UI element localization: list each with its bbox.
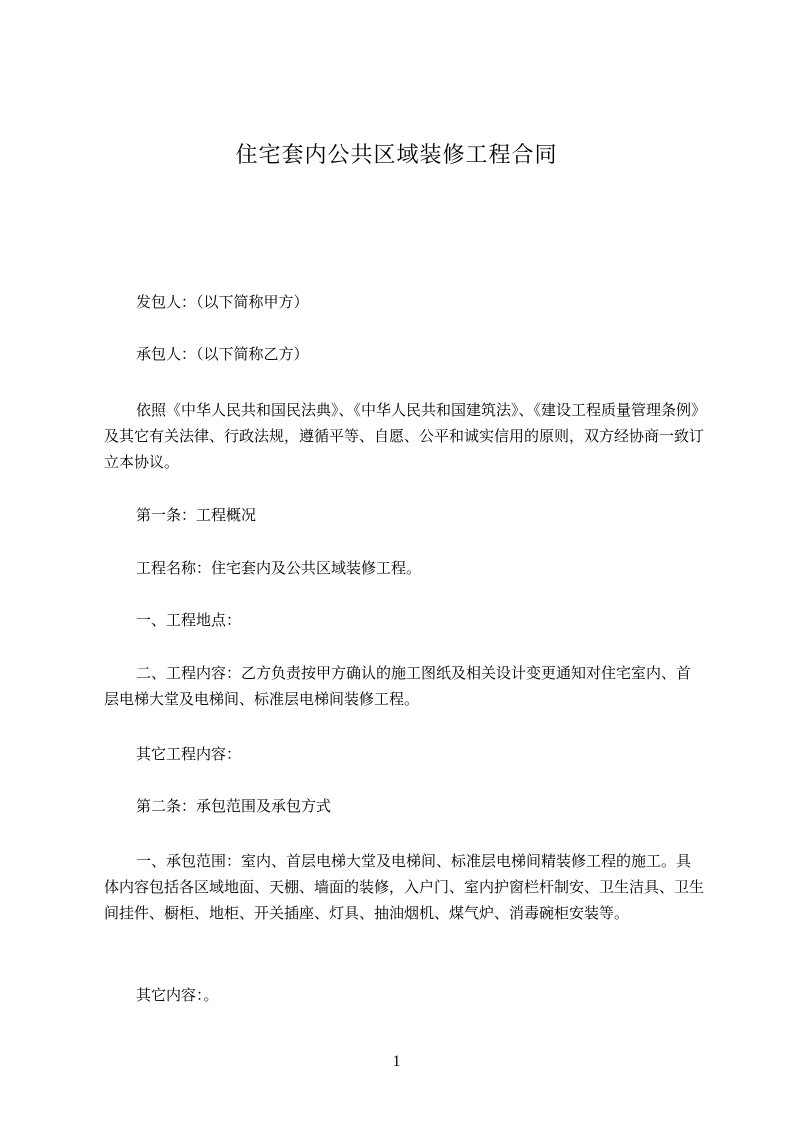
paragraph-contract-scope: 一、承包范围：室内、首层电梯大堂及电梯间、标准层电梯间精装修工程的施工。具体内容包括各区域地面、天棚、墙面的装修，入户门、室内护窗栏杆制安、卫生洁具、卫生间挂件、橱柜、地柜、开关插座、灯具、抽油烟机、煤气炉、消毒碗柜安装等。 bbox=[104, 852, 705, 922]
paragraph-project-content: 二、工程内容：乙方负责按甲方确认的施工图纸及相关设计变更通知对住宅室内、首层电梯大堂及电梯间、标准层电梯间装修工程。 bbox=[104, 664, 692, 708]
paragraph-project-name: 工程名称：住宅套内及公共区域装修工程。 bbox=[136, 559, 422, 577]
heading-article-1: 第一条：工程概况 bbox=[136, 506, 257, 524]
heading-article-2: 第二条：承包范围及承包方式 bbox=[136, 797, 332, 815]
document-title: 住宅套内公共区域装修工程合同 bbox=[235, 143, 558, 168]
paragraph-other-content: 其它工程内容： bbox=[136, 745, 242, 763]
paragraph-contractor: 承包人：（以下简称乙方） bbox=[136, 345, 309, 363]
paragraph-other-items: 其它内容：。 bbox=[136, 986, 219, 1004]
paragraph-project-location: 一、工程地点： bbox=[136, 611, 242, 629]
paragraph-employer: 发包人：（以下简称甲方） bbox=[136, 293, 309, 311]
paragraph-legal-basis: 依照《中华人民共和国民法典》、《中华人民共和国建筑法》、《建设工程质量管理条例》及其它有关法律、行政法规，遵循平等、自愿、公平和诚实信用的原则，双方经协商一致订立本协议。 bbox=[104, 401, 705, 471]
page-number: 1 bbox=[392, 1053, 401, 1070]
